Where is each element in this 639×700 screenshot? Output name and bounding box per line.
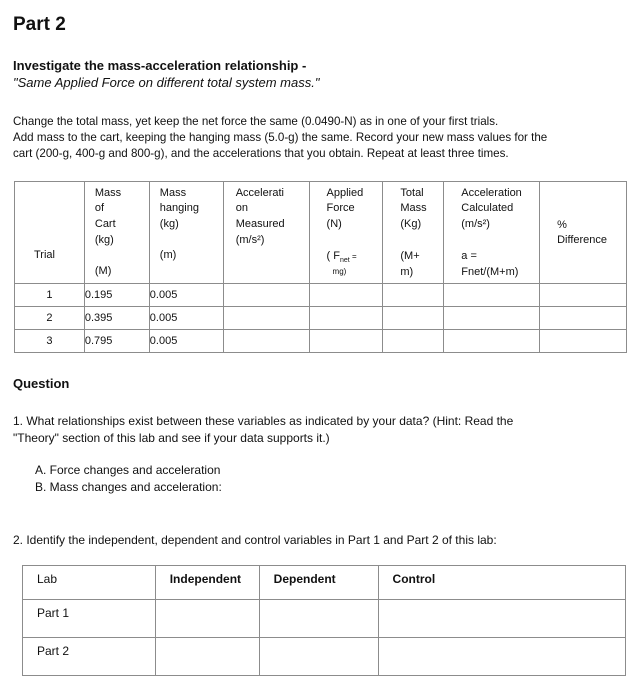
variables-header-row bbox=[23, 566, 626, 600]
header-text: (M+ bbox=[400, 250, 420, 262]
investigate-subtitle: "Same Applied Force on different total system mass." bbox=[13, 75, 320, 90]
dependent-cell[interactable] bbox=[259, 638, 378, 676]
percent-difference-cell[interactable] bbox=[540, 330, 627, 353]
mass-cart-cell: 0.195 bbox=[84, 284, 149, 307]
accel-measured-cell[interactable] bbox=[223, 307, 309, 330]
instructions-line-3: cart (200-g, 400-g and 800-g), and the accelerations that you obtain. Repeat at least three times. bbox=[13, 147, 509, 160]
header-text: (Kg) bbox=[400, 218, 422, 230]
trial-cell: 3 bbox=[15, 330, 85, 353]
mass-hanging-cell: 0.005 bbox=[149, 330, 223, 353]
header-text: m) bbox=[400, 266, 414, 278]
instructions-paragraph bbox=[13, 114, 628, 162]
question-1-line-2: "Theory" section of this lab and see if your data supports it.) bbox=[13, 431, 330, 445]
table-row bbox=[23, 638, 626, 676]
table-row bbox=[15, 330, 627, 353]
header-text: = bbox=[349, 252, 357, 261]
investigate-title: Investigate the mass-acceleration relationship - bbox=[13, 58, 307, 73]
option-b: B. Mass changes and acceleration: bbox=[35, 480, 222, 494]
header-lab: Lab bbox=[23, 566, 156, 600]
mass-hanging-cell: 0.005 bbox=[149, 284, 223, 307]
table-row bbox=[15, 284, 627, 307]
question-1 bbox=[13, 413, 613, 447]
header-text: Cart bbox=[94, 218, 116, 230]
header-text: % bbox=[557, 219, 567, 231]
header-text: (m/s²) bbox=[461, 218, 490, 230]
mass-cart-cell: 0.795 bbox=[84, 330, 149, 353]
lab-cell: Part 1 bbox=[23, 600, 156, 638]
total-mass-cell[interactable] bbox=[383, 307, 444, 330]
header-dependent: Dependent bbox=[259, 566, 378, 600]
page-title: Part 2 bbox=[13, 14, 66, 35]
total-mass-cell[interactable] bbox=[383, 284, 444, 307]
question-heading: Question bbox=[13, 376, 70, 391]
data-table-header-row bbox=[15, 182, 627, 284]
header-text: mg) bbox=[332, 267, 347, 276]
option-a: A. Force changes and acceleration bbox=[35, 463, 221, 477]
header-text: Mass bbox=[400, 202, 427, 214]
trial-cell: 1 bbox=[15, 284, 85, 307]
header-text: a = bbox=[461, 250, 477, 262]
header-text: hanging bbox=[159, 202, 199, 214]
applied-force-cell[interactable] bbox=[309, 330, 383, 353]
header-text: Fnet/(M+m) bbox=[461, 266, 519, 278]
accel-measured-cell[interactable] bbox=[223, 330, 309, 353]
header-text: Measured bbox=[235, 218, 285, 230]
header-text: Accelerati bbox=[235, 187, 284, 199]
header-text: Acceleration bbox=[461, 187, 522, 199]
applied-force-cell[interactable] bbox=[309, 307, 383, 330]
total-mass-cell[interactable] bbox=[383, 330, 444, 353]
header-text: Mass bbox=[94, 187, 122, 199]
header-text: Mass bbox=[159, 187, 187, 199]
accel-calculated-cell[interactable] bbox=[444, 307, 540, 330]
independent-cell[interactable] bbox=[155, 638, 259, 676]
header-accel-measured bbox=[223, 182, 309, 284]
control-cell[interactable] bbox=[378, 600, 625, 638]
applied-force-cell[interactable] bbox=[309, 284, 383, 307]
header-text: (kg) bbox=[159, 218, 179, 230]
trial-cell: 2 bbox=[15, 307, 85, 330]
dependent-cell[interactable] bbox=[259, 600, 378, 638]
header-total-mass bbox=[383, 182, 444, 284]
header-mass-cart bbox=[84, 182, 149, 284]
header-text: (m/s²) bbox=[235, 234, 265, 246]
header-text: of bbox=[94, 202, 105, 214]
percent-difference-cell[interactable] bbox=[540, 307, 627, 330]
instructions-line-2: Add mass to the cart, keeping the hanging mass (5.0-g) the same. Record your new mass values for the bbox=[13, 131, 548, 144]
header-text: ( F bbox=[326, 250, 340, 262]
mass-hanging-cell: 0.005 bbox=[149, 307, 223, 330]
question-1-line-1: 1. What relationships exist between these variables as indicated by your data? (Hint: Read the bbox=[13, 414, 514, 428]
instructions-line-1: Change the total mass, yet keep the net force the same (0.0490-N) as in one of your first trials. bbox=[13, 115, 499, 128]
header-text: Force bbox=[326, 202, 355, 214]
header-text: Difference bbox=[557, 234, 608, 246]
header-applied-force bbox=[309, 182, 383, 284]
header-trial bbox=[15, 182, 85, 284]
accel-measured-cell[interactable] bbox=[223, 284, 309, 307]
header-control: Control bbox=[378, 566, 625, 600]
variables-table bbox=[22, 565, 626, 676]
header-subscript: net bbox=[339, 257, 350, 265]
header-text: Applied bbox=[326, 187, 364, 199]
header-text: on bbox=[235, 202, 248, 214]
header-trial-label: Trial bbox=[34, 249, 55, 261]
header-text: (m) bbox=[159, 249, 177, 261]
header-text: Total bbox=[400, 187, 424, 199]
accel-calculated-cell[interactable] bbox=[444, 330, 540, 353]
header-text: (N) bbox=[326, 218, 342, 230]
header-text: (kg) bbox=[94, 234, 114, 246]
header-text: (M) bbox=[94, 265, 112, 277]
independent-cell[interactable] bbox=[155, 600, 259, 638]
header-mass-hanging bbox=[149, 182, 223, 284]
table-row bbox=[23, 600, 626, 638]
control-cell[interactable] bbox=[378, 638, 625, 676]
mass-cart-cell: 0.395 bbox=[84, 307, 149, 330]
lab-cell: Part 2 bbox=[23, 638, 156, 676]
header-accel-calculated bbox=[444, 182, 540, 284]
table-row bbox=[15, 307, 627, 330]
accel-calculated-cell[interactable] bbox=[444, 284, 540, 307]
header-text: Calculated bbox=[461, 202, 514, 214]
header-percent-difference bbox=[540, 182, 627, 284]
data-table bbox=[14, 181, 627, 353]
percent-difference-cell[interactable] bbox=[540, 284, 627, 307]
header-independent: Independent bbox=[155, 566, 259, 600]
question-2: 2. Identify the independent, dependent and control variables in Part 1 and Part 2 of this lab: bbox=[13, 533, 497, 547]
